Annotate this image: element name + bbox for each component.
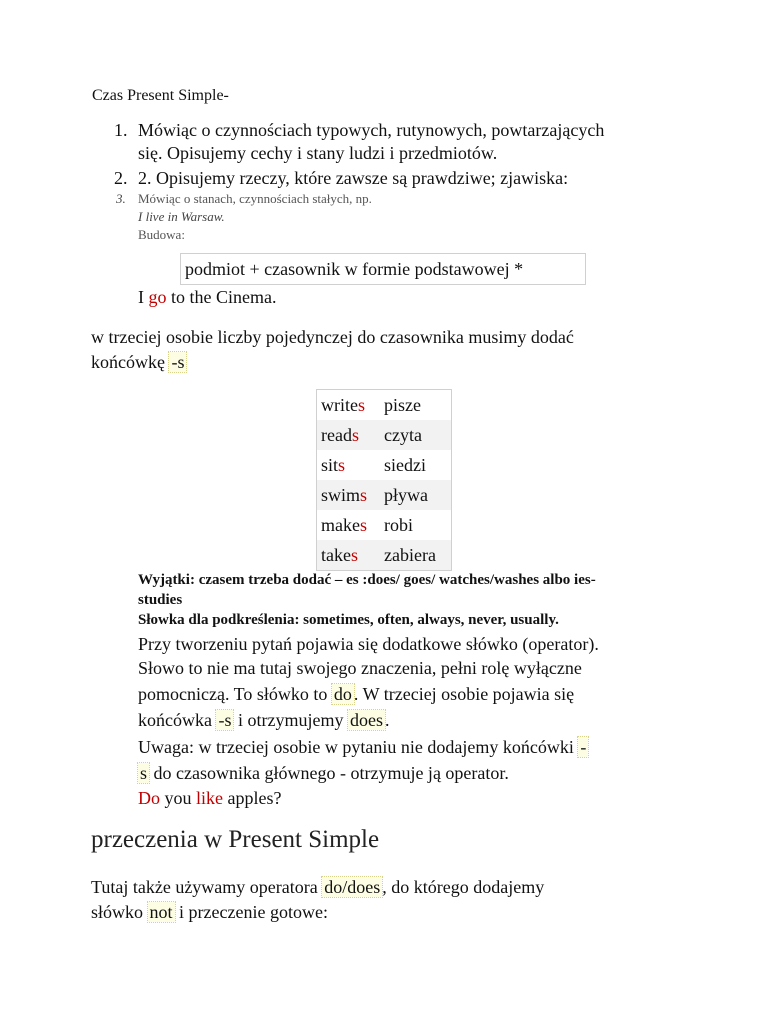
questions-line-6 xyxy=(138,763,509,784)
verb-english xyxy=(317,510,381,540)
questions-line-5-a: Uwaga: w trzeciej osobie w pytaniu nie dodajemy końcówki xyxy=(138,737,579,757)
verb-polish: pisze xyxy=(384,394,421,415)
verb-polish: pływa xyxy=(380,480,452,510)
third-person-prefix: końcówkę xyxy=(91,352,170,372)
table-row xyxy=(317,420,452,450)
example-1-subject: I xyxy=(138,287,149,307)
verb-suffix: s xyxy=(350,544,358,565)
questions-line-3-a: pomocniczą. To słówko to xyxy=(138,684,332,704)
page-title: Czas Present Simple- xyxy=(92,87,229,104)
questions-line-4-a: końcówka xyxy=(138,710,217,730)
example-2-do: Do xyxy=(138,788,160,808)
questions-line-4-b: i otrzymujemy xyxy=(233,710,348,730)
verb-stem: sit xyxy=(321,454,339,475)
example-2-rest: apples? xyxy=(223,788,282,808)
list-number-3: 3. xyxy=(116,191,126,206)
verb-english xyxy=(317,420,381,450)
list-item-3: Mówiąc o stanach, czynnościach stałych, np. xyxy=(138,191,372,206)
example-sentence-1 xyxy=(138,287,276,308)
list-item-1-line-2: się. Opisujemy cechy i stany ludzi i przedmiotów. xyxy=(138,143,498,163)
table-row xyxy=(317,390,452,421)
verb-stem: swim xyxy=(321,484,361,505)
operator-do-highlight: do xyxy=(333,684,352,704)
example-2-like: like xyxy=(196,788,223,808)
questions-line-6-b: do czasownika głównego - otrzymuje ją operator. xyxy=(149,763,509,783)
negation-line-2 xyxy=(91,902,328,923)
example-2-you: you xyxy=(160,788,196,808)
verb-english xyxy=(317,450,381,480)
verb-stem: make xyxy=(321,514,360,535)
list-item-2: 2. Opisujemy rzeczy, które zawsze są prawdziwe; zjawiska: xyxy=(138,168,569,188)
verb-stem: write xyxy=(321,394,358,415)
negation-line-2-a: słówko xyxy=(91,902,148,922)
verb-suffix: s xyxy=(360,484,368,505)
ending-s-highlight-2: -s xyxy=(218,710,232,730)
questions-line-2: Słowo to nie ma tutaj swojego znaczenia, pełni rolę wyłączne xyxy=(138,658,582,678)
example-1-verb: go xyxy=(148,287,167,307)
negation-line-1 xyxy=(91,877,544,898)
negation-line-1-b: , do którego dodajemy xyxy=(382,877,545,897)
negation-line-1-a: Tutaj także używamy operatora xyxy=(91,877,323,897)
list-number-2: 2. xyxy=(114,168,128,188)
verb-english xyxy=(317,480,381,510)
list-item-1-line-1: Mówiąc o czynnościach typowych, rutynowych, powtarzających xyxy=(138,120,605,140)
verb-polish: siedzi xyxy=(384,454,426,475)
exceptions-line-1: Wyjątki: czasem trzeba dodać – es :does/ goes/ watches/washes albo ies- xyxy=(138,572,596,588)
ending-s-highlight: -s xyxy=(171,352,185,372)
third-person-line-1: w trzeciej osobie liczby pojedynczej do czasownika musimy dodać xyxy=(91,327,574,347)
table-row xyxy=(317,480,452,510)
list-number-1: 1. xyxy=(114,120,128,140)
questions-line-4 xyxy=(138,710,389,731)
third-person-line-2 xyxy=(91,352,186,373)
verb-polish: robi xyxy=(384,514,413,535)
verb-english xyxy=(317,390,381,421)
list-item-3-example: I live in Warsaw. xyxy=(138,209,225,224)
exceptions-line-2: studies xyxy=(138,592,183,608)
not-highlight: not xyxy=(149,902,173,922)
keywords-line: Słowka dla podkreślenia: sometimes, often, always, never, usually. xyxy=(138,612,559,628)
questions-line-3 xyxy=(138,684,574,705)
verb-polish: zabiera xyxy=(380,540,452,571)
questions-line-3-b: . W trzeciej osobie pojawia się xyxy=(353,684,575,704)
dash-highlight: - xyxy=(580,737,587,757)
negation-line-2-b: i przeczenie gotowe: xyxy=(174,902,328,922)
verb-polish: czyta xyxy=(380,420,452,450)
verb-suffix: s xyxy=(338,454,346,475)
verb-stem: read xyxy=(321,424,352,445)
table-row xyxy=(317,540,452,571)
table-row xyxy=(317,510,452,540)
questions-line-4-c: . xyxy=(384,710,390,730)
verb-table xyxy=(316,389,452,571)
verb-stem: take xyxy=(321,544,351,565)
table-row xyxy=(317,450,452,480)
questions-line-5 xyxy=(138,737,588,758)
s-highlight: s xyxy=(140,763,148,783)
verb-english xyxy=(317,540,381,571)
example-1-rest: to the Cinema. xyxy=(166,287,277,307)
do-does-highlight: do/does xyxy=(324,877,381,897)
example-sentence-2 xyxy=(138,788,281,809)
section-heading: przeczenia w Present Simple xyxy=(91,826,380,853)
verb-suffix: s xyxy=(357,394,365,415)
budowa-label: Budowa: xyxy=(138,227,185,242)
verb-suffix: s xyxy=(359,514,367,535)
questions-line-1: Przy tworzeniu pytań pojawia się dodatkowe słówko (operator). xyxy=(138,634,599,654)
verb-suffix: s xyxy=(351,424,359,445)
formula-box: podmiot + czasownik w formie podstawowej * xyxy=(180,253,586,285)
does-highlight: does xyxy=(349,710,383,730)
